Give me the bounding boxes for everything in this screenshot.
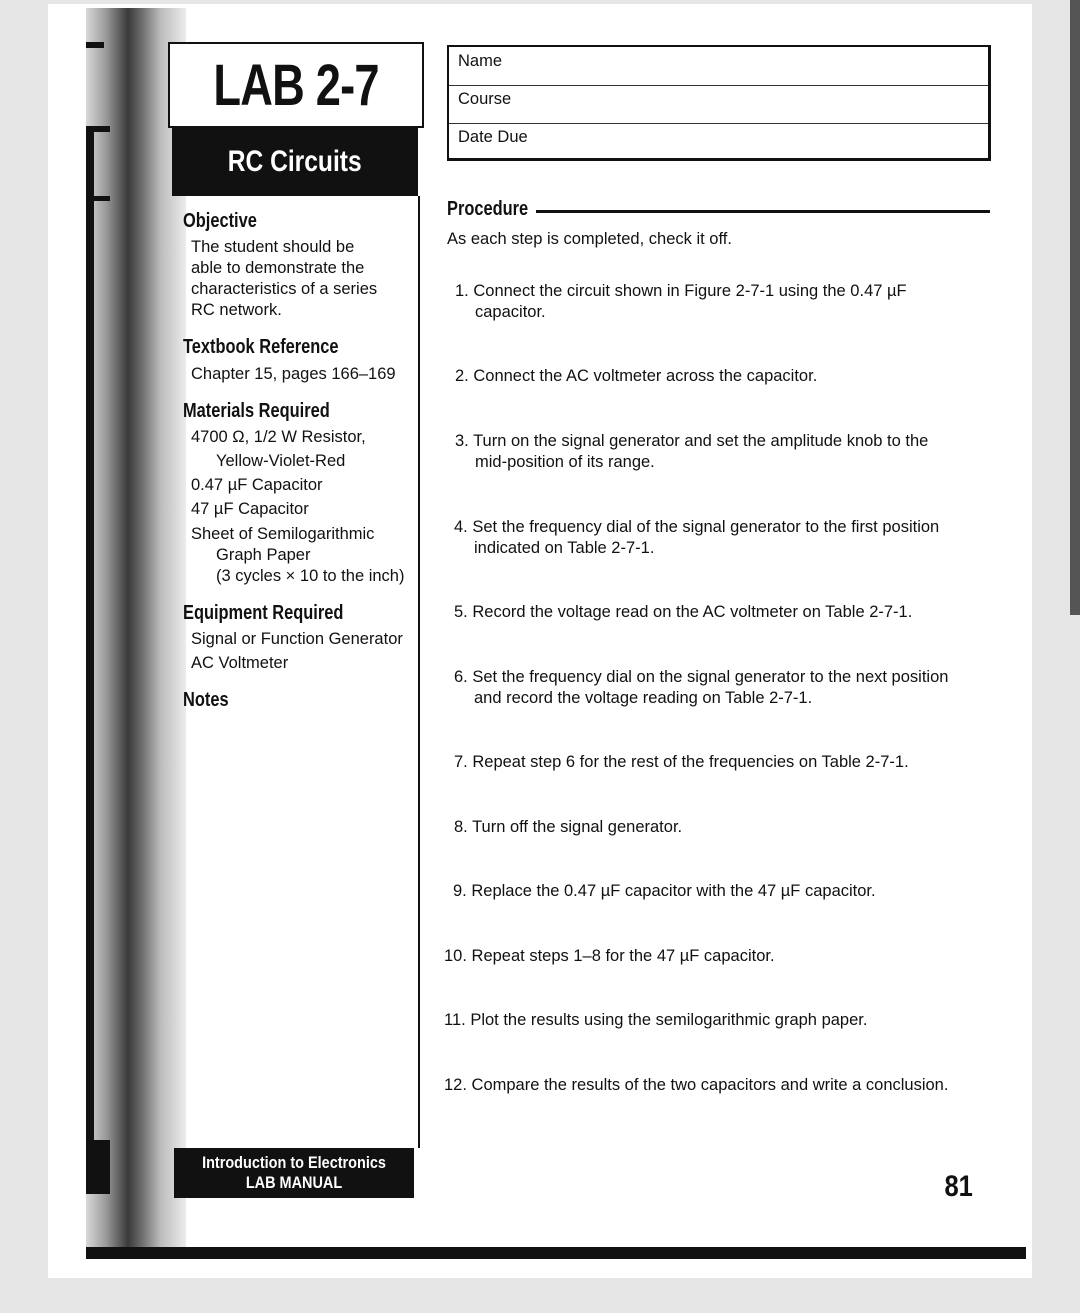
step-text: Connect the AC voltmeter across the capacitor. [473, 367, 818, 385]
footer-manual-label: LAB MANUAL [245, 1173, 343, 1192]
materials-line: Sheet of Semilogarithmic [191, 525, 375, 543]
name-label: Name [458, 52, 503, 70]
footer-book-title: Introduction to Electronics [202, 1153, 386, 1172]
procedure-intro: As each step is completed, check it off. [447, 230, 732, 248]
scrollbar-thumb[interactable] [1070, 0, 1080, 615]
step-number: 6. [454, 668, 468, 686]
procedure-step [453, 881, 876, 902]
materials-line: 47 µF Capacitor [191, 500, 309, 518]
equipment-heading: Equipment Required [183, 602, 344, 624]
step-text: indicated on Table 2-7-1. [474, 539, 655, 557]
course-label: Course [458, 90, 512, 108]
step-text: Set the frequency dial of the signal generator to the first position [472, 518, 940, 536]
step-number: 5. [454, 603, 468, 621]
sidebar-panel [172, 196, 420, 1148]
procedure-rule [536, 210, 990, 213]
procedure-step [454, 517, 939, 559]
manual-footer-badge [174, 1148, 414, 1198]
procedure-step [455, 366, 817, 387]
procedure-step [455, 431, 928, 473]
step-number: 10. [444, 947, 467, 965]
procedure-step [454, 817, 682, 838]
step-text: Repeat step 6 for the rest of the frequencies on Table 2-7-1. [472, 753, 909, 771]
date-due-label: Date Due [458, 128, 528, 146]
procedure-step [444, 1075, 948, 1096]
step-text: Set the frequency dial on the signal generator to the next position [472, 668, 949, 686]
bottom-rule [86, 1247, 1026, 1259]
step-text: Turn off the signal generator. [472, 818, 683, 836]
step-text: mid-position of its range. [475, 453, 655, 471]
objective-heading: Objective [183, 210, 257, 232]
lab-number-box [168, 42, 424, 128]
objective-line: RC network. [191, 301, 282, 319]
spine-tab-top [86, 42, 104, 48]
step-number: 7. [454, 753, 468, 771]
equipment-line: AC Voltmeter [191, 654, 289, 672]
materials-line: Yellow-Violet-Red [216, 452, 346, 470]
step-number: 11. [444, 1011, 466, 1029]
textbook-line: Chapter 15, pages 166–169 [191, 365, 396, 383]
step-text: capacitor. [475, 303, 546, 321]
step-number: 3. [455, 432, 469, 450]
procedure-step [454, 667, 948, 709]
step-number: 2. [455, 367, 469, 385]
textbook-heading: Textbook Reference [183, 336, 339, 358]
step-text: and record the voltage reading on Table 2-7-1. [474, 689, 813, 707]
lab-title: RC Circuits [228, 145, 362, 178]
notes-heading: Notes [183, 689, 229, 711]
materials-line: 4700 Ω, 1/2 W Resistor, [191, 428, 366, 446]
step-number: 8. [454, 818, 468, 836]
procedure-step [454, 752, 909, 773]
step-text: Connect the circuit shown in Figure 2-7-1 using the 0.47 µF [473, 282, 907, 300]
procedure-step [455, 281, 907, 323]
step-number: 1. [455, 282, 469, 300]
step-text: Replace the 0.47 µF capacitor with the 47 µF capacitor. [471, 882, 876, 900]
procedure-step [444, 946, 775, 967]
procedure-heading: Procedure [447, 198, 529, 220]
step-text: Plot the results using the semilogarithmic graph paper. [470, 1011, 868, 1029]
spine-tab-low [86, 1140, 110, 1194]
step-text: Record the voltage read on the AC voltmeter on Table 2-7-1. [472, 603, 913, 621]
course-field[interactable] [449, 85, 988, 124]
step-text: Repeat steps 1–8 for the 47 µF capacitor. [471, 947, 775, 965]
objective-line: The student should be [191, 238, 355, 256]
spine-tab-mid [86, 196, 110, 201]
step-number: 12. [444, 1076, 467, 1094]
materials-line: (3 cycles × 10 to the inch) [216, 567, 405, 585]
materials-heading: Materials Required [183, 400, 330, 422]
materials-line: Graph Paper [216, 546, 311, 564]
equipment-line: Signal or Function Generator [191, 630, 403, 648]
step-text: Compare the results of the two capacitors and write a conclusion. [471, 1076, 949, 1094]
page-number: 81 [944, 1170, 973, 1203]
step-number: 9. [453, 882, 467, 900]
lab-number: LAB 2-7 [213, 52, 379, 118]
lab-title-bar [172, 128, 418, 196]
name-field[interactable] [449, 47, 988, 86]
step-number: 4. [454, 518, 468, 536]
student-info-box [447, 45, 991, 161]
objective-line: able to demonstrate the [191, 259, 365, 277]
date-due-field[interactable] [449, 123, 988, 161]
spine-tab-left [86, 126, 94, 1194]
procedure-step [444, 1010, 867, 1031]
spine-tab-upper [86, 126, 110, 132]
step-text: Turn on the signal generator and set the amplitude knob to the [473, 432, 929, 450]
materials-line: 0.47 µF Capacitor [191, 476, 323, 494]
procedure-step [454, 602, 912, 623]
objective-line: characteristics of a series [191, 280, 378, 298]
